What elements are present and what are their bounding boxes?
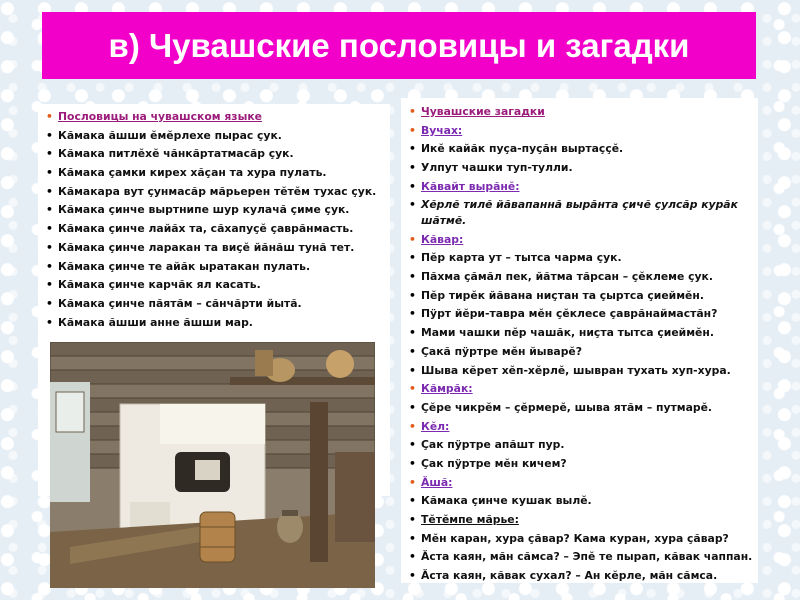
list-item: • Пĕр карта ут – тытса чарма çук.	[405, 250, 755, 266]
list-item: • Кăмака çинче пăятăм – сăнчăрти йытă.	[42, 296, 386, 312]
list-item: • Кĕл:	[405, 419, 755, 435]
proverbs-heading: • Пословицы на чувашском языке	[42, 109, 386, 125]
list-item: • Кăмака ăшши ĕмĕрлехе пырас çук.	[42, 128, 386, 144]
list-item: • Тĕтĕмпе мăрье:	[405, 512, 755, 528]
stove-photo	[50, 342, 375, 588]
list-item: • Улпут чашки туп-тулли.	[405, 160, 755, 176]
list-item: • Ăста каян, мăн сăмса? – Эпĕ те пырап, кăвак чаппан.	[405, 549, 755, 565]
list-item: • Ăшă:	[405, 475, 755, 491]
list-item: • Кăмака çинче выртнипе шур кулачă çиме çук.	[42, 202, 386, 218]
list-item: • Мĕн каран, хура çăвар? Кама куран, хура çăвар?	[405, 531, 755, 547]
riddles-panel	[401, 98, 758, 583]
list-item: • Кăмака çинче карчăк ял касать.	[42, 277, 386, 293]
list-item: • Кăмака çинче кушак вылĕ.	[405, 493, 755, 509]
list-item: • Çак пÿртре мĕн кичем?	[405, 456, 755, 472]
list-item: • Кăмака çамки кирех хăçан та хура пулать.	[42, 165, 386, 181]
list-item: • Кăмака çинче лайăх та, сăхапуçĕ çаврăнмасть.	[42, 221, 386, 237]
list-item: • Вучах:	[405, 123, 755, 139]
list-item: • Икĕ кайăк пуçа-пуçăн выртаççĕ.	[405, 141, 755, 157]
slide-title: в) Чувашские пословицы и загадки	[108, 26, 690, 64]
riddles-heading: • Чувашские загадки	[405, 104, 755, 120]
list-item: • Çак пÿртре апăшт пур.	[405, 437, 755, 453]
list-item: • Пÿрт йĕри-тавра мĕн çĕклесе çаврăнаймастăн?	[405, 306, 755, 322]
list-item: • Ăста каян, кăвак сухал? – Ан кĕрле, мăн сăмса.	[405, 568, 755, 584]
list-item: • Кăмака çинче ларакан та виçĕ йăнăш тунă тет.	[42, 240, 386, 256]
list-item: • Мами чашки пĕр чашăк, ниçта тытса çиеймĕн.	[405, 325, 755, 341]
riddles-list	[405, 104, 755, 587]
list-item: • Кăмака çинче те айăк ыратакан пулать.	[42, 259, 386, 275]
list-item: • Кăмрăк:	[405, 381, 755, 397]
list-item: • Кăмака ăшши анне ăшши мар.	[42, 315, 386, 331]
list-item: • Кăвар:	[405, 232, 755, 248]
list-item: • Кăвайт вырăнĕ:	[405, 179, 755, 195]
list-item: • Кăмака питлĕхĕ чăнкăртатмасăр çук.	[42, 146, 386, 162]
proverbs-panel	[38, 104, 390, 496]
list-item: • Пăхма çăмăл пек, йăтма тăрсан – çĕклеме çук.	[405, 269, 755, 285]
title-bar	[42, 12, 756, 79]
list-item: • Кăмакара вут çунмасăр мăрьерен тĕтĕм тухас çук.	[42, 184, 386, 200]
list-item: • Çакă пÿртре мĕн йыварĕ?	[405, 344, 755, 360]
list-item: • Шыва кĕрет хĕп-хĕрлĕ, шывран тухать хуп-хура.	[405, 363, 755, 379]
list-item: • Пĕр тирĕк йăвана ниçтан та çыртса çиеймĕн.	[405, 288, 755, 304]
list-item: • Хĕрлĕ тилĕ йăвапаннă вырăнта çичĕ çулсăр курăк шăтмĕ.	[405, 197, 755, 228]
list-item: • Çĕре чикрĕм – çĕрмерĕ, шыва ятăм – путмарĕ.	[405, 400, 755, 416]
proverbs-list	[42, 109, 386, 333]
